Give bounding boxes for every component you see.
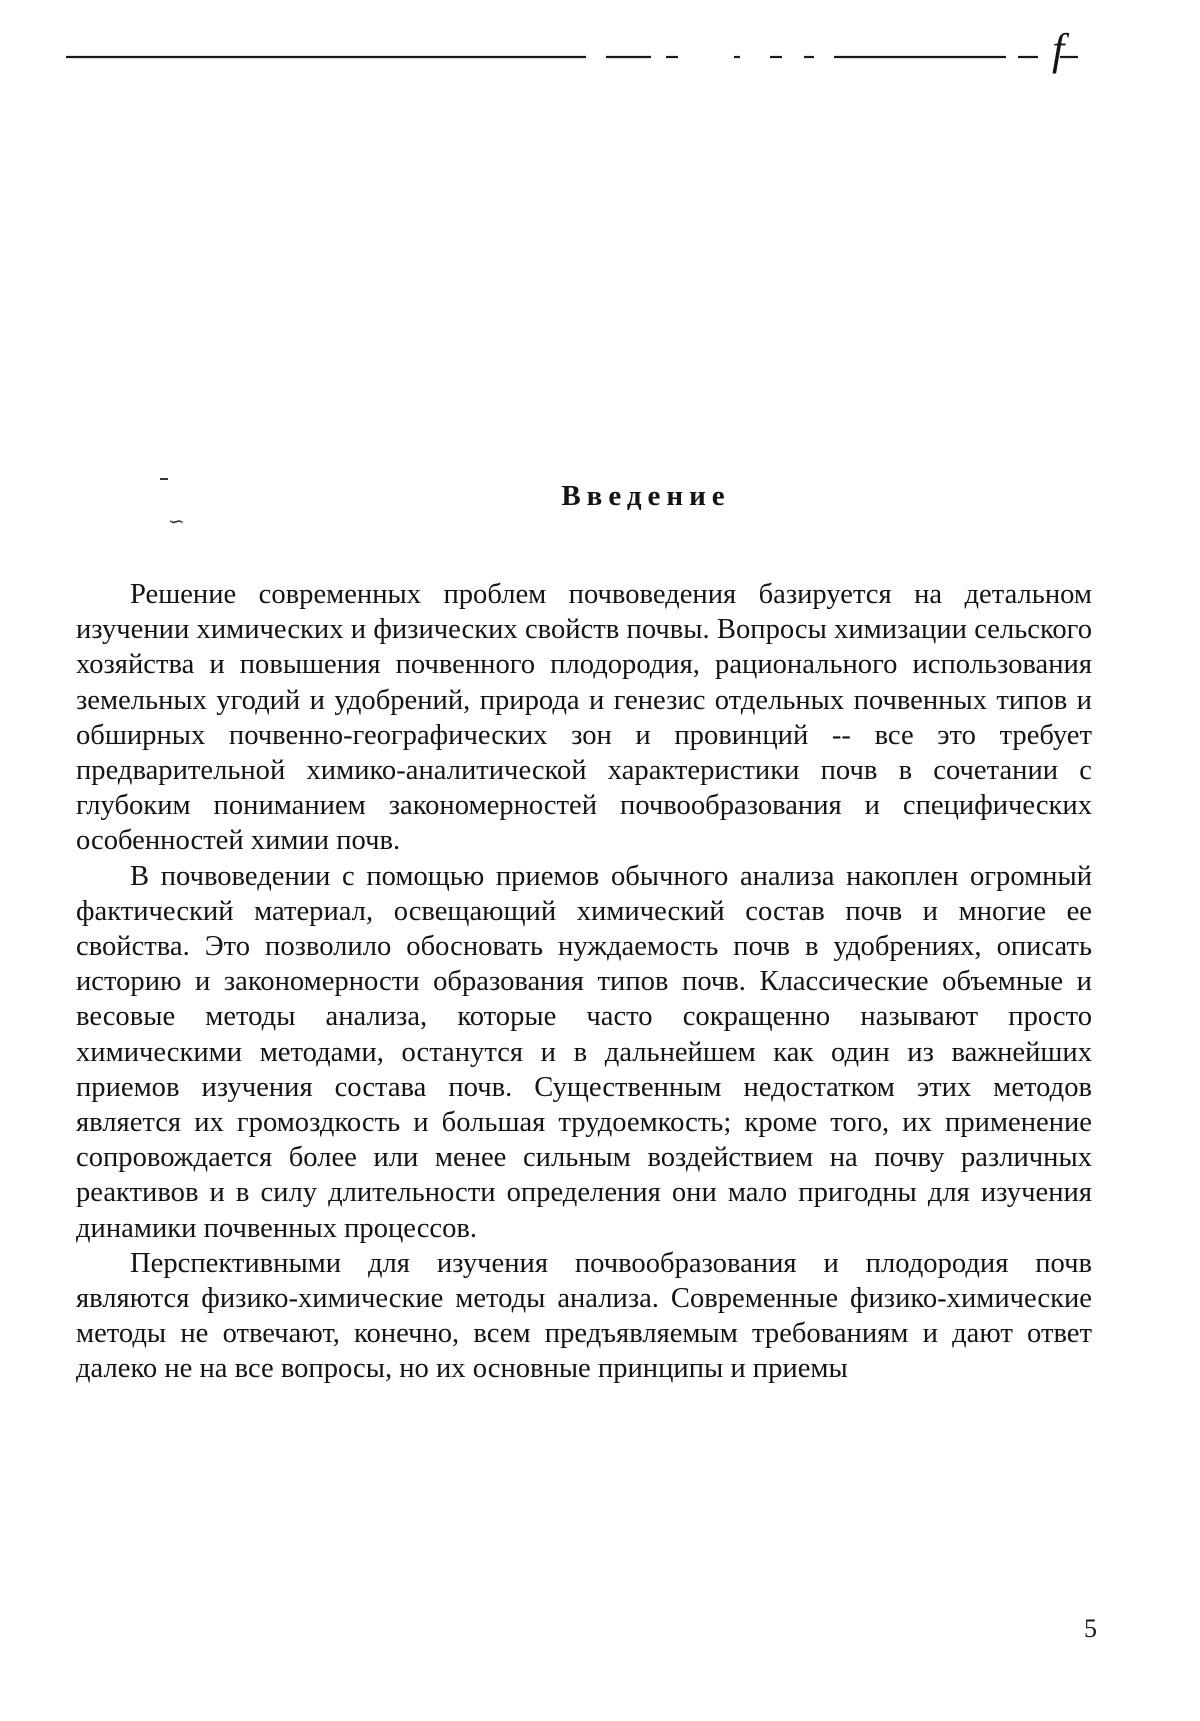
paragraph: В почвоведении с помощью приемов обычного анализа накоплен огромный фактический материал, освещающий химический состав почв и многие ее свойства. Это позволило обосновать нуждаемость почв в удобрениях, описать историю и закономерности образования типов почв. Классические объемные и весовые методы анализа, которые часто сокращенно называют просто химическими методами, останутся и в дальнейшем как один из важнейших приемов изучения состава почв. Существенным недостатком этих методов является их громоздкость и большая трудоемкость; кроме того, их применение сопровождается более или менее сильным воздействием на почву различных реактивов и в силу длительности определения они мало пригодны для изучения динамики почвенных процессов.: [76, 860, 1092, 1244]
body-text: [76, 577, 1092, 1387]
header-rule: [66, 52, 1078, 62]
header-mark: f: [1052, 25, 1065, 74]
page-number: 5: [1084, 1614, 1097, 1643]
paragraph: Перспективными для изучения почвообразования и плодородия почв являются физико-химические методы анализа. Современные физико-химические методы не отвечают, конечно, всем предъявляемым требованиям и дают ответ далеко не на все вопросы, но их основные принципы и приемы: [76, 1247, 1092, 1385]
stray-mark: ∽: [168, 511, 185, 533]
section-heading: Введение: [561, 480, 731, 512]
paragraph: Решение современных проблем почвоведения базируется на детальном изучении химических и физических свойств почвы. Вопросы химизации сельского хозяйства и повышения почвенного плодородия, рационального использования земельных угодий и удобрений, природа и генезис отдельных почвенных типов и обширных почвенно-географических зон и провинций -- все это требует предварительной химико-аналитической характеристики почв в сочетании с глубоким пониманием закономерностей почвообразования и специфических особенностей химии почв.: [76, 579, 1092, 857]
